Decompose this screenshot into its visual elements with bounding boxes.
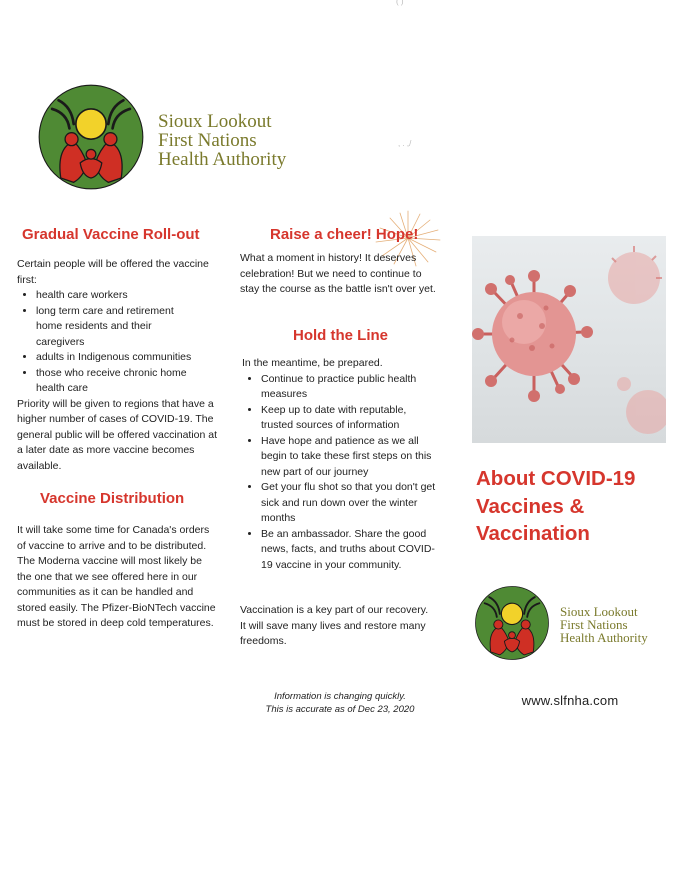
rollout-section: [17, 257, 222, 474]
org-name-line1: Sioux Lookout: [560, 604, 638, 619]
closing-text: Vaccination is a key part of our recovery. It will save many lives and restore many freedoms.: [240, 604, 429, 647]
list-item: • Be an ambassador. Share the good news, facts, and truths about COVID-19 vaccine in your community.: [261, 527, 438, 574]
page-title: [476, 465, 635, 548]
rollout-intro: Certain people will be offered the vaccine first:: [17, 258, 209, 286]
list-item: • Continue to practice public health measures: [261, 372, 438, 403]
title-line2: Vaccines &: [476, 494, 585, 518]
title-line1: About COVID-19: [476, 467, 636, 490]
cheer-text: What a moment in history! It deserves celebration! But we need to continue to stay the course as the battle isn't over yet.: [240, 252, 436, 295]
distribution-section: [17, 523, 217, 632]
notice-line2: This is accurate as of Dec 23, 2020: [265, 704, 415, 715]
coronavirus-illustration: [472, 236, 666, 443]
rollout-priority-text: Priority will be given to regions that have a higher number of cases of COVID-19. The general public will be offered vaccination at a later date as more vaccine becomes available.: [17, 397, 218, 472]
cheer-section: [240, 251, 440, 298]
notice: [250, 690, 430, 716]
rollout-list: [17, 288, 222, 397]
list-item: • health care workers: [36, 288, 222, 304]
slfnha-logo-icon: [37, 83, 145, 191]
org-name-line2: First Nations: [158, 130, 257, 151]
hold-list: [242, 372, 438, 574]
stray-mark-top: ( ): [396, 0, 404, 6]
notice-line1: Information is changing quickly.: [274, 691, 406, 702]
list-item: • long term care and retirement home residents and their caregivers: [36, 304, 222, 351]
org-name-line1: Sioux Lookout: [158, 111, 272, 132]
org-name-header: [158, 112, 286, 169]
org-name-line3: Health Authority: [158, 149, 287, 170]
distribution-heading: Vaccine Distribution: [40, 490, 185, 507]
hold-heading: Hold the Line: [293, 327, 388, 344]
rollout-heading: Gradual Vaccine Roll-out: [22, 226, 200, 243]
website-link[interactable]: www.slfnha.com: [521, 693, 619, 708]
distribution-text: It will take some time for Canada's orders of vaccine to arrive and to be distributed. The Moderna vaccine will most likely be the one that we see offered here in our communities as it can be handled and stored easily. The Pfizer-BioNTech vaccine must be stored in deep cold temperatures.: [17, 524, 216, 629]
list-item: • adults in Indigenous communities: [36, 350, 222, 366]
hold-intro: In the meantime, be prepared.: [242, 357, 383, 369]
org-name-footer: [560, 605, 648, 644]
list-item: • those who receive chronic home health care: [36, 366, 222, 397]
slfnha-logo-small-icon: [474, 585, 550, 661]
hold-section: [242, 356, 438, 573]
closing-section: [240, 603, 430, 650]
list-item: • Keep up to date with reputable, trusted sources of information: [261, 403, 438, 434]
stray-mark-mid: , . ,/: [398, 139, 412, 148]
list-item: • Get your flu shot so that you don't get sick and run down over the winter months: [261, 480, 438, 527]
title-line3: Vaccination: [476, 522, 590, 545]
org-name-line2: First Nations: [560, 617, 628, 632]
cheer-heading: Raise a cheer! Hope!: [270, 226, 419, 243]
list-item: • Have hope and patience as we all begin to take these first steps on this new part of our journey: [261, 434, 438, 481]
org-name-line3: Health Authority: [560, 630, 648, 645]
